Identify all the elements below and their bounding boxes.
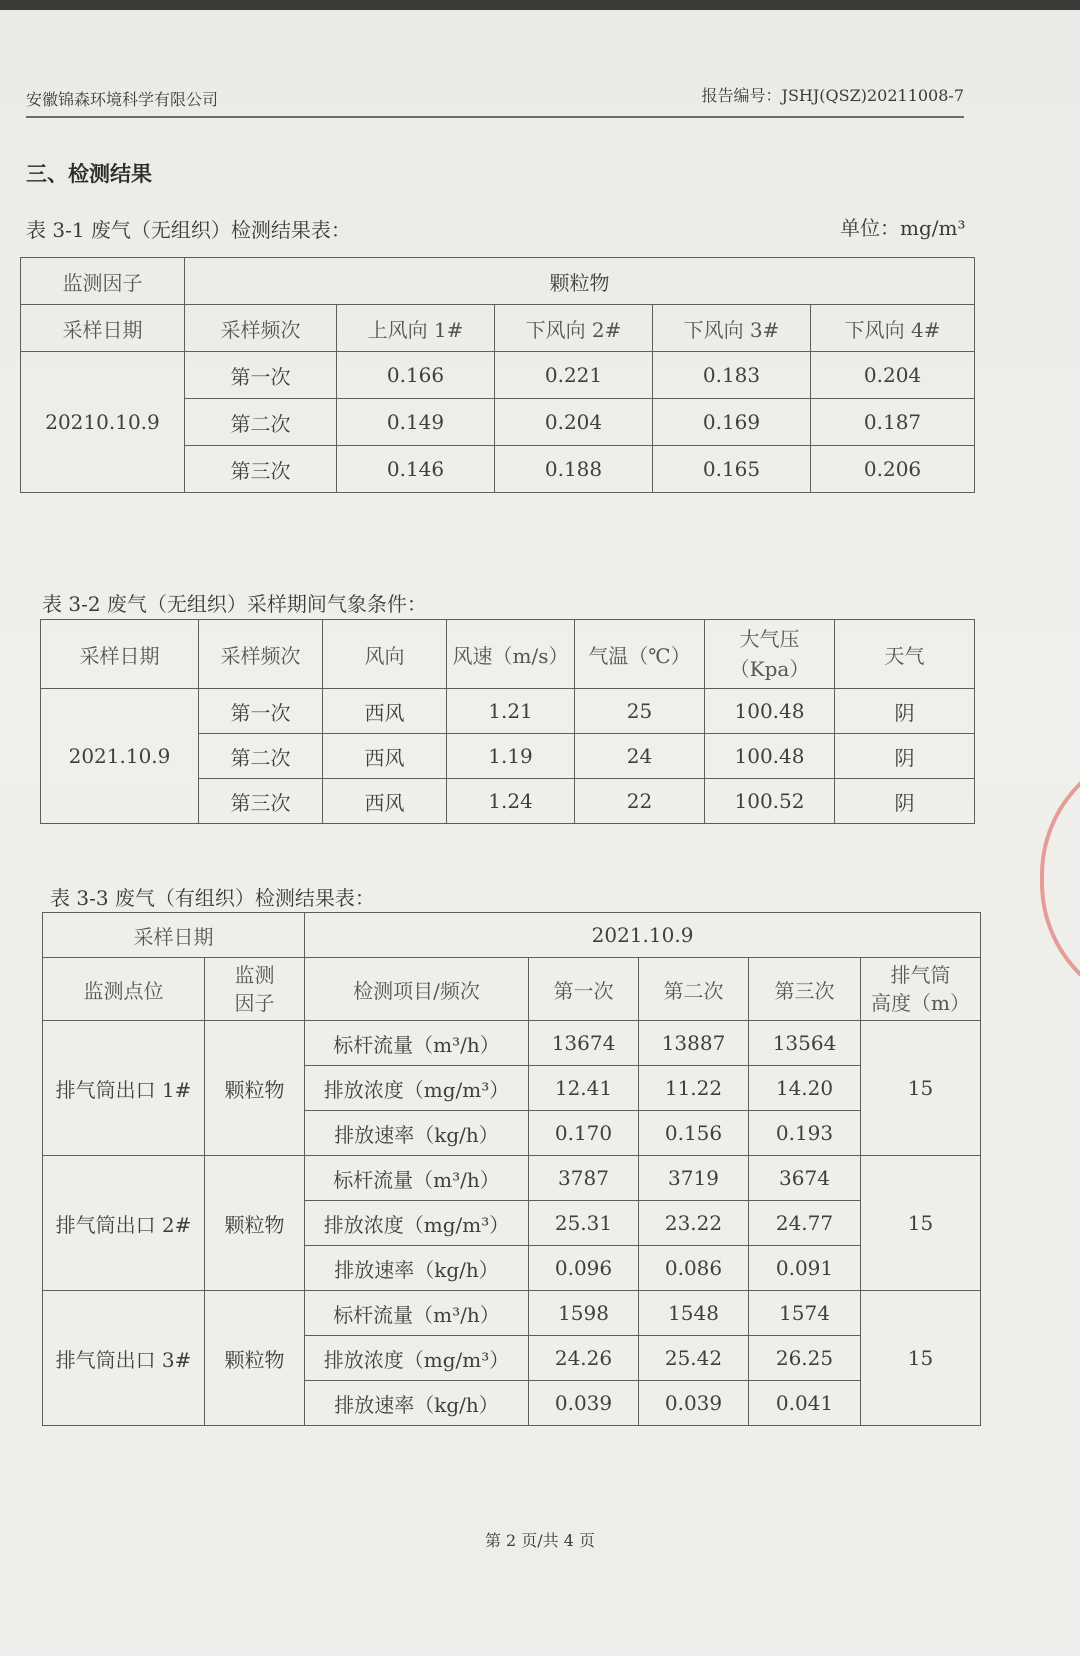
table3-cell: 25.31 [529, 1201, 639, 1246]
table3-factor: 颗粒物 [205, 1291, 305, 1426]
table3-factor-label [205, 958, 305, 1021]
table3-cell: 13564 [749, 1021, 861, 1066]
table2-cell: 100.48 [705, 734, 835, 779]
table3-item: 排放浓度（mg/m³） [305, 1336, 529, 1381]
table3-cell: 3674 [749, 1156, 861, 1201]
table1-cell: 0.169 [653, 399, 811, 446]
table3-caption: 表 3-3 废气（有组织）检测结果表： [50, 886, 375, 910]
table1-cell: 0.183 [653, 352, 811, 399]
table-row [43, 1021, 981, 1066]
table2-cell: 100.48 [705, 689, 835, 734]
table1-factor-label: 监测因子 [21, 258, 185, 305]
table3-stack-emission-results [42, 912, 981, 1426]
table3-cell: 1598 [529, 1291, 639, 1336]
table2-freq: 第二次 [199, 734, 323, 779]
table3-height: 15 [861, 1156, 981, 1291]
table2-cell: 阴 [835, 689, 975, 734]
table3-cell: 0.096 [529, 1246, 639, 1291]
table3-cell: 14.20 [749, 1066, 861, 1111]
table3-date: 2021.10.9 [305, 913, 981, 958]
table-row [41, 689, 975, 734]
table3-date-label: 采样日期 [43, 913, 305, 958]
table1-cell: 0.204 [495, 399, 653, 446]
table3-cell: 26.25 [749, 1336, 861, 1381]
company-name: 安徽锦森环境科学有限公司 [26, 90, 219, 109]
table2-header: 风速（m/s） [447, 620, 575, 689]
table3-cell: 24.77 [749, 1201, 861, 1246]
table3-cell: 25.42 [639, 1336, 749, 1381]
table3-point: 排气筒出口 2# [43, 1156, 205, 1291]
table3-cell: 0.170 [529, 1111, 639, 1156]
table1-factor-value: 颗粒物 [185, 258, 975, 305]
table1-freq: 第一次 [185, 352, 337, 399]
table1-freq: 第二次 [185, 399, 337, 446]
table3-factor-label-line1: 监测 [234, 963, 275, 987]
table3-item: 标杆流量（m³/h） [305, 1156, 529, 1201]
table-row [43, 1156, 981, 1201]
table3-cell: 3719 [639, 1156, 749, 1201]
table3-cell: 0.156 [639, 1111, 749, 1156]
table-row [43, 1291, 981, 1336]
table3-item: 排放速率（kg/h） [305, 1381, 529, 1426]
official-seal-stamp [1040, 745, 1080, 1013]
table3-freq-header: 第二次 [639, 958, 749, 1021]
table3-cell: 1574 [749, 1291, 861, 1336]
table1-col-header: 下风向 2# [495, 305, 653, 352]
table2-cell: 24 [575, 734, 705, 779]
table2-cell: 西风 [323, 734, 447, 779]
table2-cell: 阴 [835, 779, 975, 824]
table2-cell: 1.21 [447, 689, 575, 734]
table3-factor-label-line2: 因子 [234, 991, 275, 1015]
table3-cell: 0.193 [749, 1111, 861, 1156]
table3-cell: 0.086 [639, 1246, 749, 1291]
table1-cell: 0.221 [495, 352, 653, 399]
report-number: 报告编号：JSHJ(QSZ)20211008-7 [701, 86, 964, 105]
table1-col-header: 上风向 1# [337, 305, 495, 352]
table3-cell: 11.22 [639, 1066, 749, 1111]
table3-item: 标杆流量（m³/h） [305, 1021, 529, 1066]
table3-cell: 0.041 [749, 1381, 861, 1426]
table3-cell: 12.41 [529, 1066, 639, 1111]
table3-point: 排气筒出口 1# [43, 1021, 205, 1156]
table2-cell: 25 [575, 689, 705, 734]
table2-header: 天气 [835, 620, 975, 689]
table3-item: 排放浓度（mg/m³） [305, 1201, 529, 1246]
table2-cell: 西风 [323, 689, 447, 734]
table3-point: 排气筒出口 3# [43, 1291, 205, 1426]
scan-edge [0, 0, 1080, 10]
table3-freq-header: 第三次 [749, 958, 861, 1021]
table2-header: 风向 [323, 620, 447, 689]
table3-height: 15 [861, 1021, 981, 1156]
table1-cell: 0.188 [495, 446, 653, 493]
table1-col-header: 下风向 3# [653, 305, 811, 352]
table2-header: 采样日期 [41, 620, 199, 689]
table3-item: 排放浓度（mg/m³） [305, 1066, 529, 1111]
table1-cell: 0.204 [811, 352, 975, 399]
table3-item: 标杆流量（m³/h） [305, 1291, 529, 1336]
table3-cell: 13887 [639, 1021, 749, 1066]
table1-caption: 表 3-1 废气（无组织）检测结果表： [26, 218, 351, 242]
table2-freq: 第一次 [199, 689, 323, 734]
table2-header: 气温（℃） [575, 620, 705, 689]
table3-height-label [861, 958, 981, 1021]
table1-freq-label: 采样频次 [185, 305, 337, 352]
table2-cell: 阴 [835, 734, 975, 779]
table-row [21, 352, 975, 399]
table3-cell: 0.039 [639, 1381, 749, 1426]
table3-item: 排放速率（kg/h） [305, 1111, 529, 1156]
table1-date: 20210.10.9 [21, 352, 185, 493]
table3-height: 15 [861, 1291, 981, 1426]
table3-height-label-line2: 高度（m） [871, 991, 971, 1015]
table1-cell: 0.149 [337, 399, 495, 446]
page-footer: 第 2 页/共 4 页 [484, 1531, 596, 1550]
table1-col-header: 下风向 4# [811, 305, 975, 352]
table3-cell: 0.039 [529, 1381, 639, 1426]
table2-freq: 第三次 [199, 779, 323, 824]
table2-date: 2021.10.9 [41, 689, 199, 824]
table1-freq: 第三次 [185, 446, 337, 493]
table3-cell: 13674 [529, 1021, 639, 1066]
table1-cell: 0.206 [811, 446, 975, 493]
table2-header: 采样频次 [199, 620, 323, 689]
table3-item-label: 检测项目/频次 [305, 958, 529, 1021]
table1-cell: 0.146 [337, 446, 495, 493]
table2-caption: 表 3-2 废气（无组织）采样期间气象条件： [42, 592, 427, 616]
table2-header-pressure [705, 620, 835, 689]
table2-cell: 22 [575, 779, 705, 824]
table1-date-label: 采样日期 [21, 305, 185, 352]
table3-factor: 颗粒物 [205, 1021, 305, 1156]
table3-factor: 颗粒物 [205, 1156, 305, 1291]
table1-cell: 0.187 [811, 399, 975, 446]
table2-cell: 1.24 [447, 779, 575, 824]
table1-cell: 0.166 [337, 352, 495, 399]
table3-height-label-line1: 排气筒 [890, 963, 951, 987]
table3-cell: 3787 [529, 1156, 639, 1201]
table3-point-label: 监测点位 [43, 958, 205, 1021]
table3-cell: 23.22 [639, 1201, 749, 1246]
table3-freq-header: 第一次 [529, 958, 639, 1021]
table2-cell: 1.19 [447, 734, 575, 779]
table2-weather-conditions [40, 619, 975, 824]
table3-cell: 0.091 [749, 1246, 861, 1291]
table1-particulate-results [20, 257, 975, 493]
table2-header-pressure-line1: 大气压 [739, 627, 800, 651]
table2-cell: 西风 [323, 779, 447, 824]
table3-cell: 1548 [639, 1291, 749, 1336]
section-title: 三、检测结果 [26, 161, 152, 186]
table3-cell: 24.26 [529, 1336, 639, 1381]
table1-unit: 单位：mg/m³ [840, 216, 966, 240]
table1-cell: 0.165 [653, 446, 811, 493]
table3-item: 排放速率（kg/h） [305, 1246, 529, 1291]
table2-header-pressure-line2: （Kpa） [729, 657, 810, 681]
table2-cell: 100.52 [705, 779, 835, 824]
page-header [26, 82, 964, 118]
